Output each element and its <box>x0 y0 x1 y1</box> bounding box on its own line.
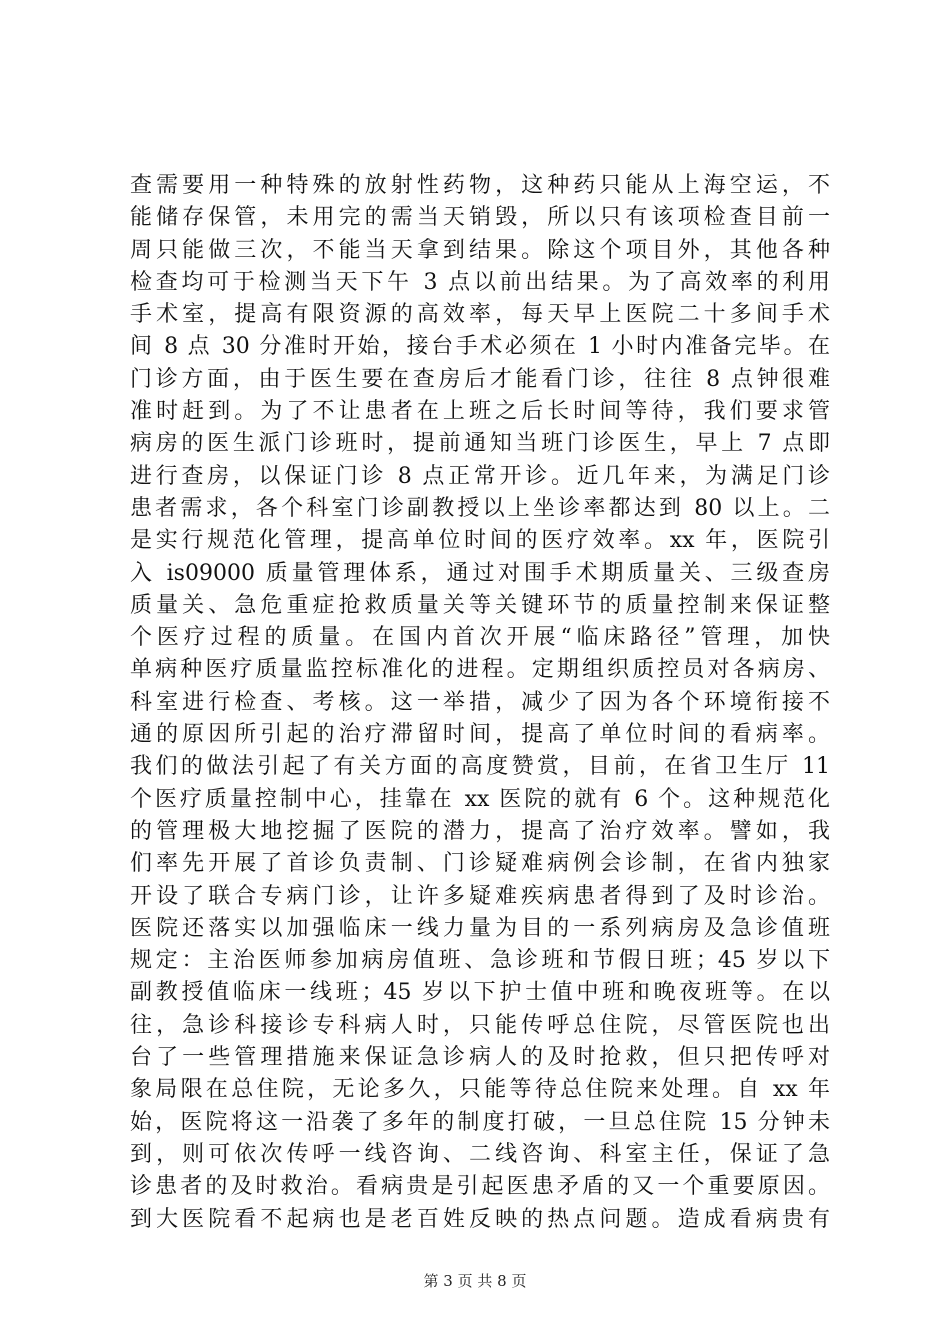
text-line: 的管理极大地挖掘了医院的潜力，提高了治疗效率。譬如，我 <box>130 818 830 844</box>
text-line: 到，则可依次传呼一线咨询、二线咨询、科室主任，保证了急 <box>130 1141 830 1167</box>
text-line: 台了一些管理措施来保证急诊病人的及时抢救，但只把传呼对 <box>130 1045 830 1071</box>
text-line: 副教授值临床一线班；45 岁以下护士值中班和晚夜班等。在以 <box>130 980 830 1006</box>
text-line: 规定：主治医师参加病房值班、急诊班和节假日班；45 岁以下 <box>130 948 830 974</box>
text-line: 准时赶到。为了不让患者在上班之后长时间等待，我们要求管 <box>130 399 830 425</box>
text-line: 通的原因所引起的治疗滞留时间，提高了单位时间的看病率。 <box>130 722 830 748</box>
text-line: 是实行规范化管理，提高单位时间的医疗效率。xx 年，医院引 <box>130 528 830 554</box>
text-line: 象局限在总住院，无论多久，只能等待总住院来处理。自 xx 年 <box>130 1077 830 1103</box>
text-line: 质量关、急危重症抢救质量关等关键环节的质量控制来保证整 <box>130 592 830 618</box>
text-line: 们率先开展了首诊负责制、门诊疑难病例会诊制，在省内独家 <box>130 851 830 877</box>
text-line: 检查均可于检测当天下午 3 点以前出结果。为了高效率的利用 <box>130 269 830 295</box>
text-line: 到大医院看不起病也是老百姓反映的热点问题。造成看病贵有 <box>130 1206 830 1232</box>
text-line: 门诊方面，由于医生要在查房后才能看门诊，往往 8 点钟很难 <box>130 366 830 392</box>
text-line: 能储存保管，未用完的需当天销毁，所以只有该项检查目前一 <box>130 205 830 231</box>
body-text <box>130 170 830 1236</box>
text-line: 开设了联合专病门诊，让许多疑难疾病患者得到了及时诊治。 <box>130 883 830 909</box>
text-line: 往，急诊科接诊专科病人时，只能传呼总住院，尽管医院也出 <box>130 1012 830 1038</box>
text-line: 间 8 点 30 分准时开始，接台手术必须在 1 小时内准备完毕。在 <box>130 334 830 360</box>
text-line: 查需要用一种特殊的放射性药物，这种药只能从上海空运，不 <box>130 173 830 198</box>
text-line: 患者需求，各个科室门诊副教授以上坐诊率都达到 80 以上。二 <box>130 495 830 521</box>
text-line: 手术室，提高有限资源的高效率，每天早上医院二十多间手术 <box>130 302 830 328</box>
text-line: 病房的医生派门诊班时，提前通知当班门诊医生，早上 7 点即 <box>130 431 830 457</box>
text-line: 个医疗过程的质量。在国内首次开展“临床路径”管理，加快 <box>130 625 830 651</box>
text-line: 我们的做法引起了有关方面的高度赞赏，目前，在省卫生厅 11 <box>130 754 830 780</box>
text-line: 入 is09000 质量管理体系，通过对围手术期质量关、三级查房 <box>130 560 830 586</box>
text-line: 单病种医疗质量监控标准化的进程。定期组织质控员对各病房、 <box>130 657 830 683</box>
text-line: 始，医院将这一沿袭了多年的制度打破，一旦总住院 15 分钟未 <box>130 1109 830 1135</box>
text-line: 科室进行检查、考核。这一举措，减少了因为各个环境衔接不 <box>130 689 830 715</box>
page-number-footer: 第 3 页 共 8 页 <box>423 1272 527 1290</box>
text-line: 个医疗质量控制中心，挂靠在 xx 医院的就有 6 个。这种规范化 <box>130 786 830 812</box>
text-line: 医院还落实以加强临床一线力量为目的一系列病房及急诊值班 <box>130 915 830 941</box>
text-line: 周只能做三次，不能当天拿到结果。除这个项目外，其他各种 <box>130 237 830 263</box>
text-line: 进行查房，以保证门诊 8 点正常开诊。近几年来，为满足门诊 <box>130 463 830 489</box>
text-line: 诊患者的及时救治。看病贵是引起医患矛盾的又一个重要原因。 <box>130 1174 830 1200</box>
